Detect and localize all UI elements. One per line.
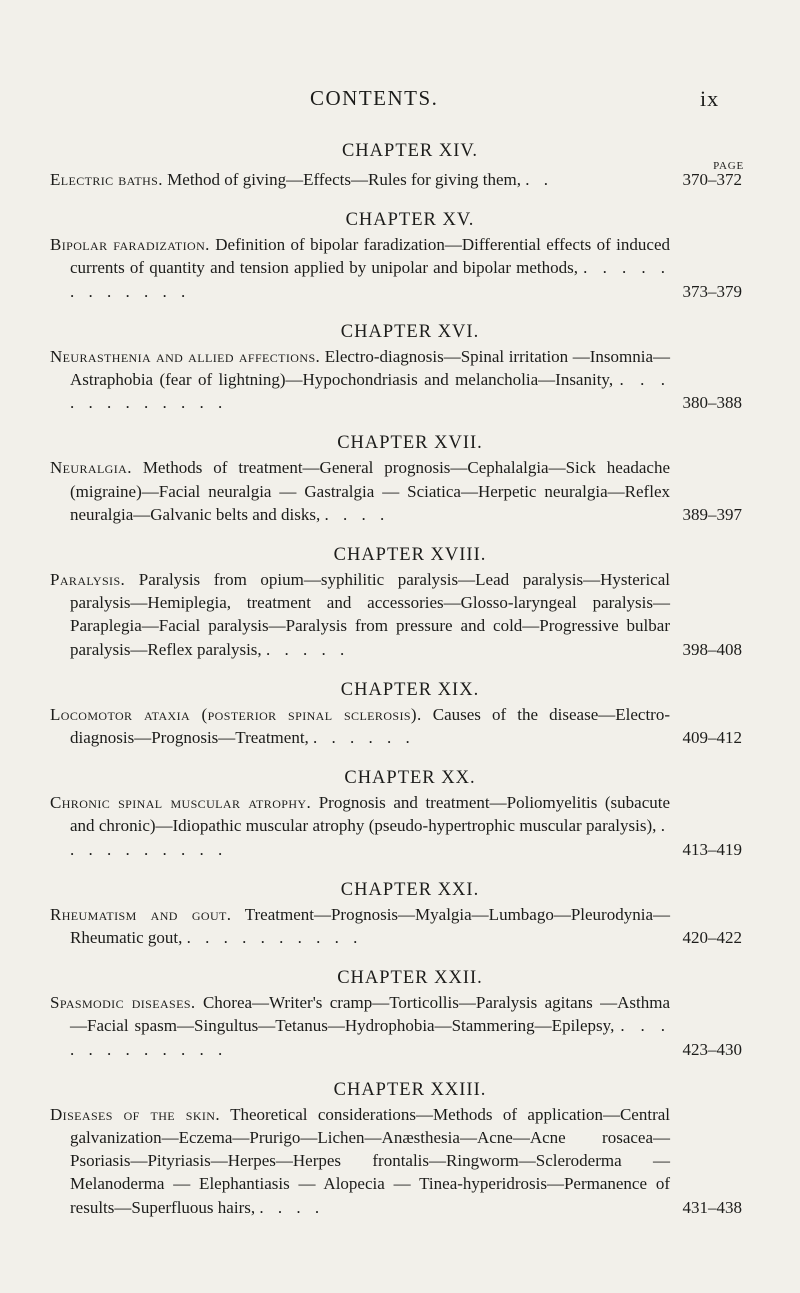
chapter-subject: Chronic spinal muscular atrophy. xyxy=(50,793,312,813)
chapter-heading: CHAPTER XIX. xyxy=(340,679,480,700)
chapter-topics: Theoretical considerations—Methods of application—Central galvanization—Eczema—Prurigo—Lichen—Anæsthesia—Acne—Acne rosacea—Psoriasis—Pityriasis—Herpes—Herpes frontalis—Ringworm—Scleroderma — Melanoderma — Elephantiasis — Alopecia — Tinea-hyperidrosis—Permanence of results—Superfluous hairs, xyxy=(70,1104,670,1217)
running-head-page-number: ix xyxy=(700,86,720,111)
page-column-label: PAGE xyxy=(713,160,744,172)
chapter-heading: CHAPTER XIV. xyxy=(341,141,479,161)
chapter-subject: Neuralgia. xyxy=(50,458,132,478)
chapter-topics: Prognosis and treatment—Poliomyelitis (subacute and chronic)—Idiopathic muscular atrophy (pseudo-hypertrophic muscular paralysis), xyxy=(70,793,671,836)
chapter-subject: Spasmodic diseases. xyxy=(50,993,196,1013)
chapter-heading: CHAPTER XVII. xyxy=(337,433,483,454)
chapter-entry xyxy=(50,168,740,191)
chapter-topics: Electro-diagnosis—Spinal irritation —Insomnia—Astraphobia (fear of lightning)—Hypochondriasis and melancholia—Insanity, xyxy=(70,346,670,390)
chapter-heading: CHAPTER XXIII. xyxy=(333,1079,487,1100)
chapter-subject: Neurasthenia and allied affections. xyxy=(50,346,321,366)
chapter-xxii xyxy=(50,965,740,1061)
chapter-subject: Diseases of the skin. xyxy=(50,1104,221,1124)
chapter-heading: CHAPTER XVIII. xyxy=(333,545,487,566)
chapter-entry xyxy=(50,233,740,303)
chapter-xvi xyxy=(50,319,740,415)
dot-leader: . . . . . xyxy=(265,639,350,659)
chapter-entry xyxy=(50,345,740,415)
chapter-subject: Electric baths. xyxy=(50,170,163,189)
chapter-topics: Chorea—Writer's cramp—Torticollis—Paralysis agitans —Asthma—Facial spasm—Singultus—Tetanus—Hydrophobia—Stammering—Epilepsy, xyxy=(70,993,671,1036)
chapter-xv xyxy=(50,207,740,303)
page-range: 370–372 xyxy=(682,170,742,189)
page-range: 413–419 xyxy=(682,839,742,859)
chapter-heading: CHAPTER XXI. xyxy=(340,879,480,900)
chapter-heading: CHAPTER XX. xyxy=(344,768,476,789)
page-range: 420–422 xyxy=(682,928,742,948)
chapter-entry xyxy=(50,991,740,1061)
chapter-heading: CHAPTER XV. xyxy=(345,210,475,231)
chapter-xxi xyxy=(50,877,740,949)
dot-leader: . . . . . . . . . . xyxy=(70,816,670,859)
chapter-xx xyxy=(50,765,740,861)
page-range: 373–379 xyxy=(682,281,742,301)
chapter-xvii xyxy=(50,430,740,526)
chapter-topics: Treatment—Prognosis—Myalgia—Lumbago—Pleurodynia—Rheumatic gout, xyxy=(70,904,670,948)
page-range: 423–430 xyxy=(682,1039,742,1059)
dot-leader: . . . . . . xyxy=(313,728,415,748)
page-range: 389–397 xyxy=(682,504,742,524)
chapter-subject: Bipolar faradization. xyxy=(50,235,210,255)
chapter-topics: Method of giving—Effects—Rules for giving them, xyxy=(167,170,521,189)
dot-leader: . . . . xyxy=(324,504,390,524)
chapter-topics: Causes of the disease—Electro-diagnosis—Prognosis—Treatment, xyxy=(70,704,670,748)
dot-leader: . . . . . . . . . . . . xyxy=(70,258,671,301)
chapter-entry xyxy=(50,456,740,526)
chapter-entry xyxy=(50,791,740,861)
dot-leader: . . xyxy=(525,170,553,189)
chapter-entry xyxy=(50,703,740,749)
chapter-subject: Paralysis. xyxy=(50,570,126,590)
chapter-xxiii xyxy=(50,1077,740,1219)
page-range: 431–438 xyxy=(682,1197,742,1217)
page-range: 398–408 xyxy=(682,639,742,659)
chapter-entry xyxy=(50,903,740,949)
table-of-contents xyxy=(50,138,744,1219)
dot-leader: . . . . . . . . . . . . xyxy=(70,370,670,413)
dot-leader: . . . . . . . . . . xyxy=(186,928,363,948)
chapter-subject: Rheumatism and gout. xyxy=(50,904,232,924)
dot-leader: . . . . . . . . . . . . xyxy=(70,1016,671,1059)
chapter-xviii xyxy=(50,542,740,661)
chapter-entry xyxy=(50,568,740,661)
chapter-subject: Locomotor ataxia (posterior spinal sclerosis). xyxy=(50,704,422,724)
page-range: 409–412 xyxy=(682,728,742,748)
chapter-topics: Definition of bipolar faradization—Differential effects of induced currents of quantity and tension applied by unipolar and bipolar methods, xyxy=(70,235,670,278)
chapter-heading: CHAPTER XVI. xyxy=(340,321,480,342)
running-head-title: CONTENTS. xyxy=(310,86,439,110)
chapter-topics: Methods of treatment—General prognosis—Cephalalgia—Sick headache (migraine)—Facial neuralgia — Gastralgia — Sciatica—Herpetic neuralgia—Reflex neuralgia—Galvanic belts and disks, xyxy=(70,458,671,524)
chapter-xiv xyxy=(50,138,744,191)
dot-leader: . . . . xyxy=(259,1197,325,1217)
chapter-topics: Paralysis from opium—syphilitic paralysis—Lead paralysis—Hysterical paralysis—Hemiplegia, treatment and accessories—Glosso-laryngeal paralysis—Paraplegia—Facial paralysis—Paralysis from pressure and cold—Progressive bulbar paralysis—Reflex paralysis, xyxy=(70,570,670,659)
chapter-entry xyxy=(50,1103,740,1219)
chapter-xix xyxy=(50,677,740,749)
page-range: 380–388 xyxy=(682,393,742,413)
chapter-heading: CHAPTER XXII. xyxy=(337,968,483,989)
running-head xyxy=(0,86,800,110)
